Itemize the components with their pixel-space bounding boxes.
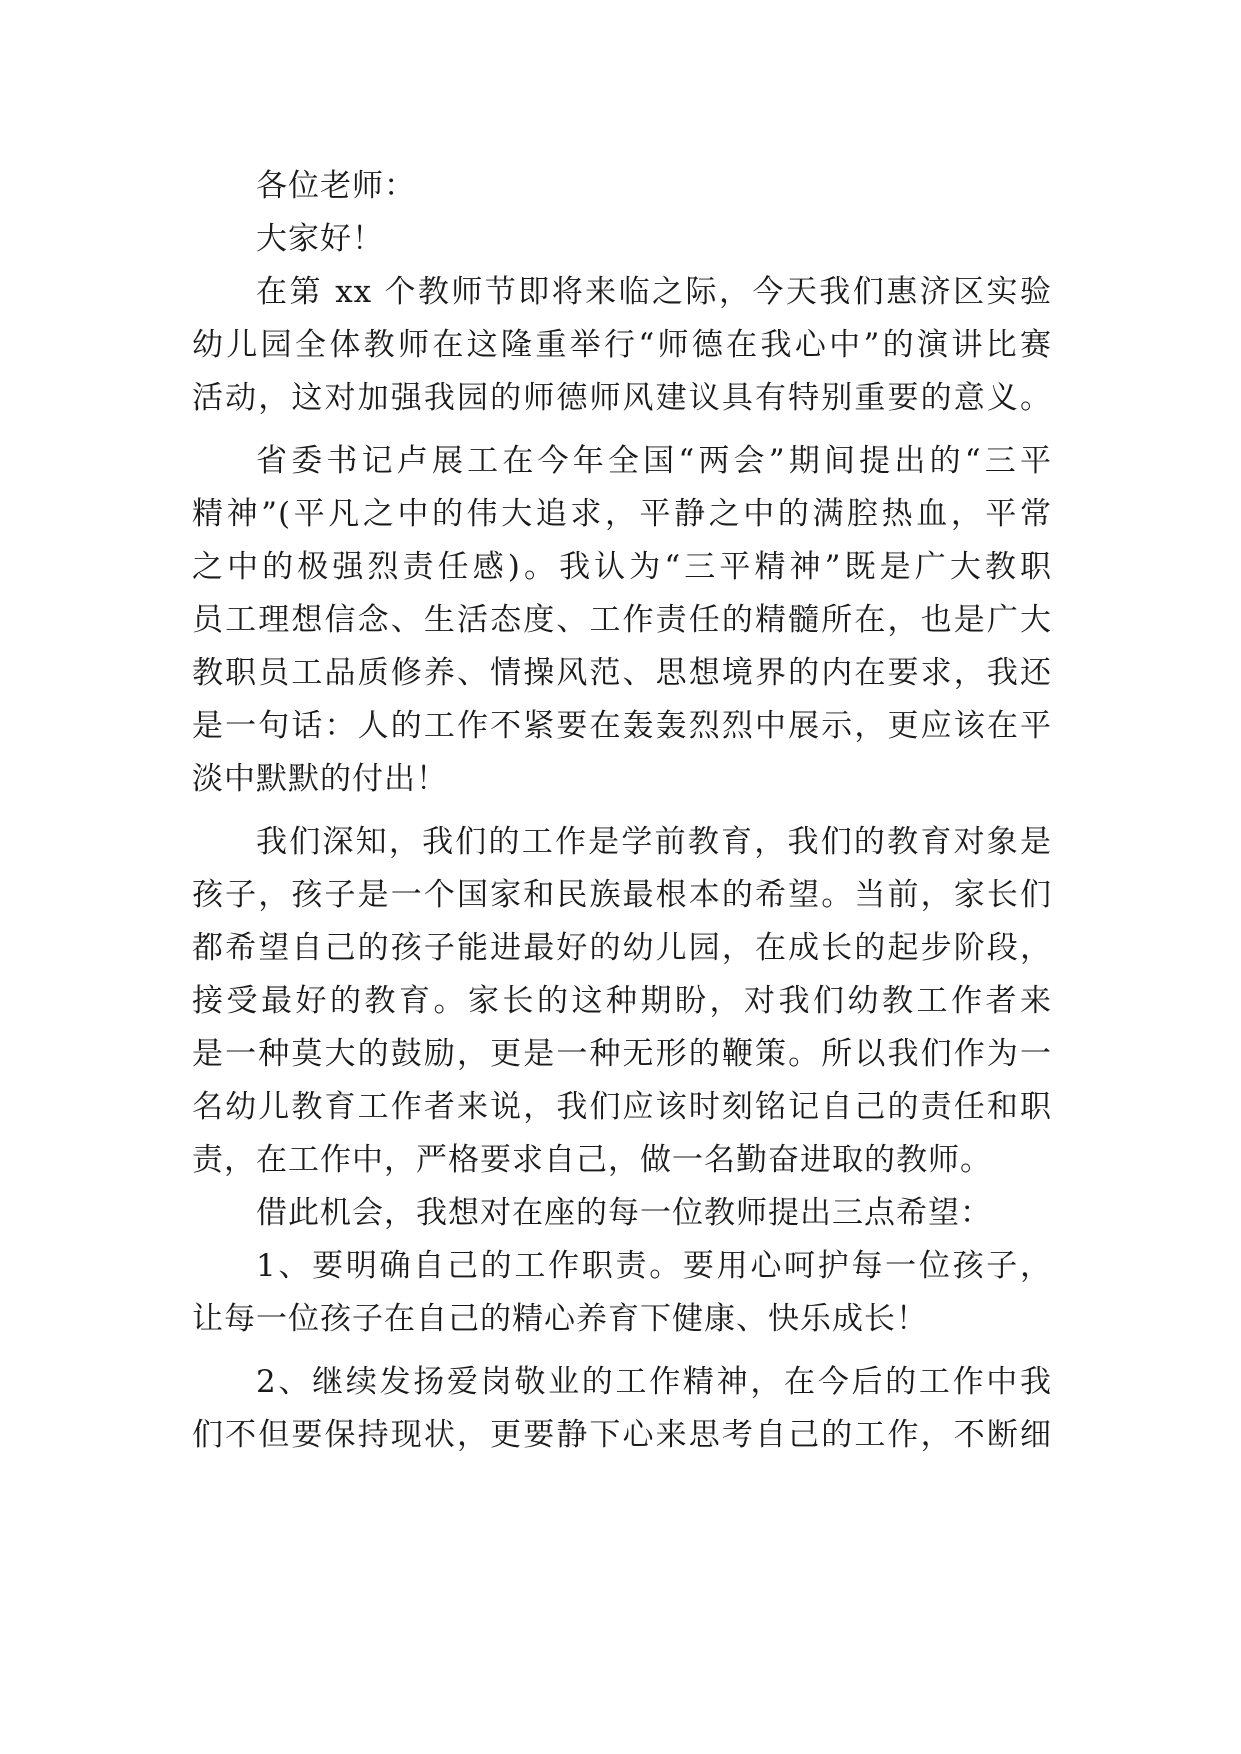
text-line: 活动，这对加强我园的师德师风建议具有特别重要的意义。: [192, 380, 1052, 416]
text-line: 幼儿园全体教师在这隆重举行“师德在我心中”的演讲比赛: [192, 327, 1052, 363]
document-body: [192, 160, 1052, 1462]
text-line: 借此机会，我想对在座的每一位教师提出三点希望：: [256, 1195, 992, 1231]
text-line: 省委书记卢展工在今年全国“两会”期间提出的“三平: [256, 443, 1052, 479]
text-line: 是一句话：人的工作不紧要在轰轰烈烈中展示，更应该在平: [192, 708, 1052, 744]
text-line: 各位老师：: [256, 168, 416, 204]
text-line: 都希望自己的孩子能进最好的幼儿园，在成长的起步阶段，: [192, 930, 1052, 966]
text-line: 在第 xx 个教师节即将来临之际，今天我们惠济区实验: [256, 274, 1052, 310]
text-line: 孩子，孩子是一个国家和民族最根本的希望。当前，家长们: [192, 877, 1052, 913]
text-line: 员工理想信念、生活态度、工作责任的精髓所在，也是广大: [192, 602, 1052, 638]
paragraph-gap: [192, 425, 1052, 435]
text-line: 淡中默默的付出！: [192, 761, 448, 797]
text-line: 名幼儿教育工作者来说，我们应该时刻铭记自己的责任和职: [192, 1089, 1052, 1125]
text-line: 教职员工品质修养、情操风范、思想境界的内在要求，我还: [192, 655, 1052, 691]
paragraph-gap: [192, 1346, 1052, 1356]
text-line: 让每一位孩子在自己的精心养育下健康、快乐成长！: [192, 1301, 928, 1337]
paragraph-gap: [192, 806, 1052, 816]
text-line: 接受最好的教育。家长的这种期盼，对我们幼教工作者来: [192, 983, 1052, 1019]
text-line: 们不但要保持现状，更要静下心来思考自己的工作，不断细: [192, 1417, 1052, 1453]
text-line: 大家好！: [256, 221, 384, 257]
text-line: 1、要明确自己的工作职责。要用心呵护每一位孩子，: [256, 1248, 1052, 1284]
text-line: 之中的极强烈责任感)。我认为“三平精神”既是广大教职: [192, 549, 1052, 585]
text-line: 责，在工作中，严格要求自己，做一名勤奋进取的教师。: [192, 1142, 992, 1178]
text-line: 我们深知，我们的工作是学前教育，我们的教育对象是: [256, 824, 1052, 860]
text-line: 2、继续发扬爱岗敬业的工作精神，在今后的工作中我: [256, 1364, 1052, 1400]
text-line: 是一种莫大的鼓励，更是一种无形的鞭策。所以我们作为一: [192, 1036, 1052, 1072]
text-line: 精神”(平凡之中的伟大追求，平静之中的满腔热血，平常: [192, 496, 1052, 532]
